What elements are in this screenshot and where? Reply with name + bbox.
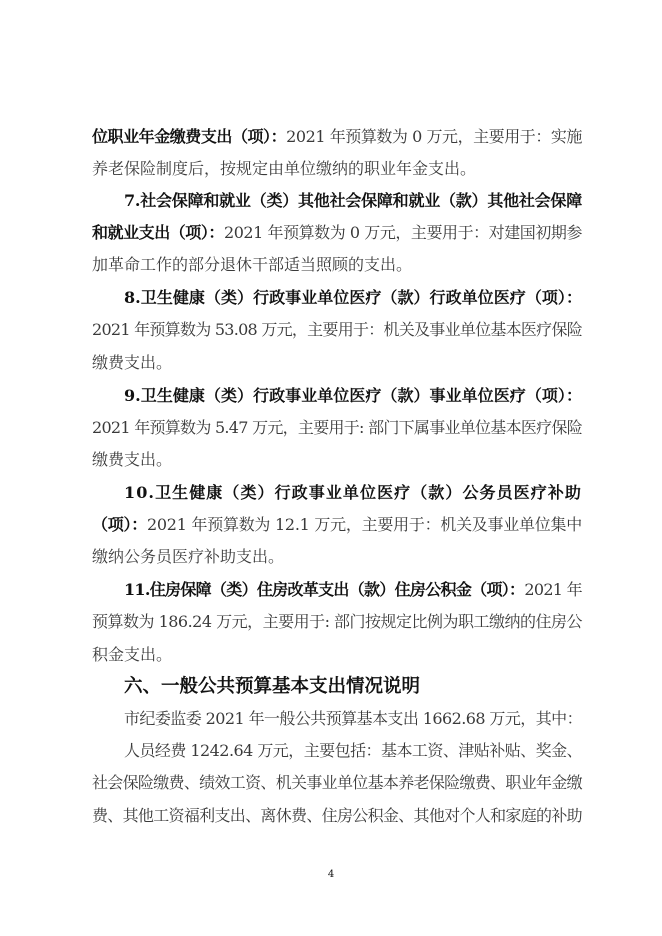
text-line: [92, 545, 284, 569]
body-text: 人员经费 1242.64 万元，主要包括：基本工资、津贴补贴、奖金、: [124, 741, 582, 760]
body-text: 积金支出。: [92, 645, 173, 664]
body-text: 2021 年预算数为 12.1 万元，主要用于：机关及事业单位集中: [146, 515, 582, 534]
body-text: 市纪委监委 2021 年一般公共预算基本支出 1662.68 万元，其中：: [124, 709, 582, 728]
text-line: [92, 253, 412, 277]
text-line: [92, 610, 582, 634]
bold-text: 10.卫生健康（类）行政事业单位医疗（款）公务员医疗补助: [124, 483, 582, 502]
text-line: [92, 416, 582, 440]
text-line: [92, 318, 582, 342]
bold-text: 9.卫生健康（类）行政事业单位医疗（款）事业单位医疗（项）：: [124, 386, 582, 405]
body-text: 2021 年预算数为 53.08 万元，主要用于：机关及事业单位基本医疗保险: [92, 320, 582, 339]
bold-text: 8.卫生健康（类）行政事业单位医疗（款）行政单位医疗（项）：: [124, 288, 582, 307]
body-text: 预算数为 186.24 万元，主要用于: 部门按规定比例为职工缴纳的住房公: [92, 612, 582, 631]
text-line: [124, 286, 582, 310]
body-text: 费、其他工资福利支出、离休费、住房公积金、其他对个人和家庭的补助: [92, 806, 582, 825]
body-text: 2021 年预算数为 0 万元，主要用于：实施: [286, 127, 582, 146]
body-text: 2021 年: [524, 580, 582, 599]
bold-text: 和就业支出（项）：: [92, 223, 224, 242]
body-text: 加革命工作的部分退休干部适当照顾的支出。: [92, 255, 413, 274]
text-line: [92, 125, 582, 149]
body-text: 社会保险缴费、绩效工资、机关事业单位基本养老保险缴费、职业年金缴: [92, 773, 582, 792]
body-text: 2021 年预算数为 0 万元，主要用于：对建国初期参: [223, 223, 582, 242]
text-line: [124, 384, 582, 408]
body-text: 缴纳公务员医疗补助支出。: [92, 547, 285, 566]
text-line: [92, 804, 582, 828]
bold-text: （项）：: [92, 515, 147, 534]
body-text: 缴费支出。: [92, 353, 173, 372]
bold-text: 位职业年金缴费支出（项）：: [92, 127, 287, 146]
body-text: 2021 年预算数为 5.47 万元，主要用于: 部门下属事业单位基本医疗保险: [92, 418, 582, 437]
text-line: [92, 771, 582, 795]
page-number: 4: [327, 869, 335, 880]
body-text: 养老保险制度后，按规定由单位缴纳的职业年金支出。: [92, 159, 477, 178]
text-line: [124, 739, 582, 763]
text-line: [92, 351, 172, 375]
body-text: 缴费支出。: [92, 450, 173, 469]
bold-text: 7.社会保障和就业（类）其他社会保障和就业（款）其他社会保障: [124, 191, 582, 210]
text-line: [124, 481, 582, 505]
text-line: [124, 707, 582, 731]
bold-text: 11.住房保障（类）住房改革支出（款）住房公积金（项）：: [124, 580, 525, 599]
text-line: [92, 221, 582, 245]
text-line: [92, 513, 582, 537]
section-heading: [124, 675, 420, 699]
text-line: [92, 448, 172, 472]
text-line: [124, 189, 582, 213]
text-line: [124, 578, 582, 602]
text-line: [92, 157, 476, 181]
bold-text: 六、一般公共预算基本支出情况说明: [124, 676, 421, 697]
text-line: [92, 643, 172, 667]
